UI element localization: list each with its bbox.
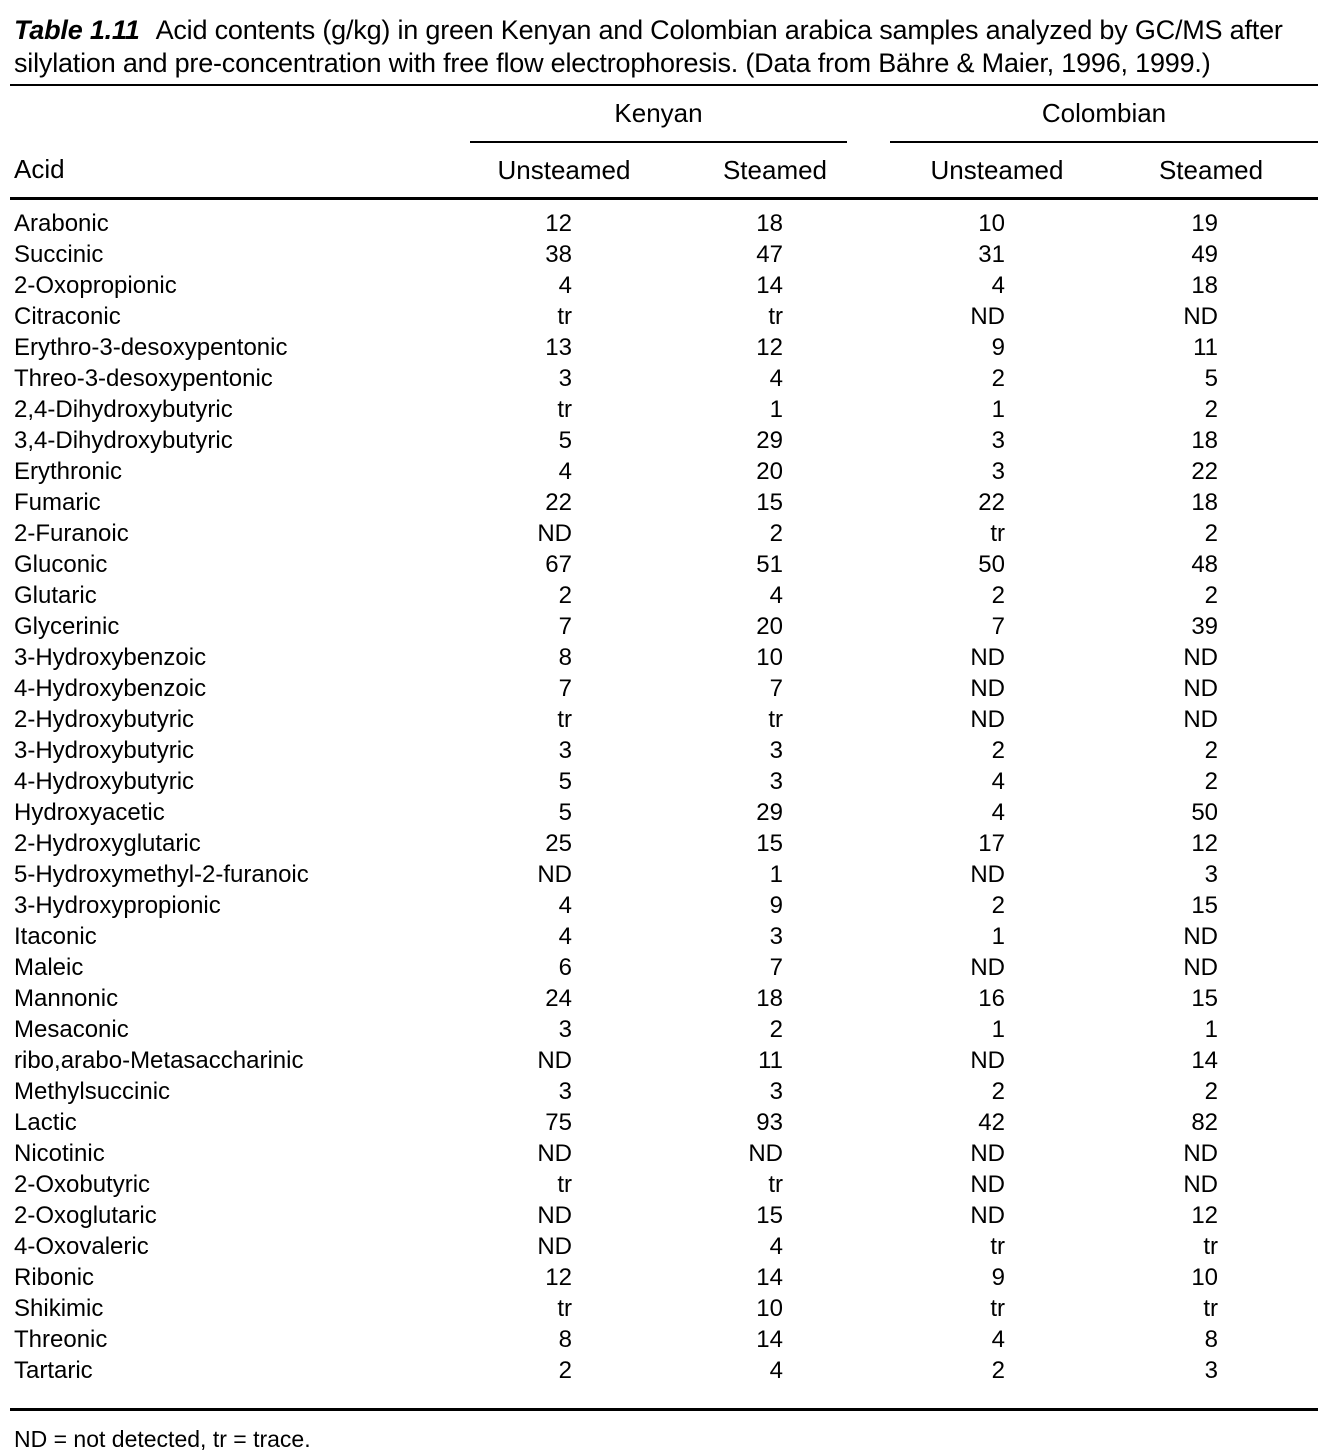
acid-value-cell: 15 — [756, 830, 783, 857]
acid-value-cell: 22 — [978, 489, 1005, 516]
acid-value-cell: ND — [537, 1140, 572, 1167]
acid-value-cell: 2 — [1204, 582, 1219, 609]
column-header-kenyan-steamed: Steamed — [658, 142, 847, 199]
acid-value-cell: ND — [1183, 303, 1219, 330]
table-caption — [14, 14, 1325, 80]
acid-value-cell: 4 — [769, 1233, 783, 1260]
acid-value-cell: ND — [1183, 706, 1219, 733]
acid-value-cell: tr — [768, 706, 783, 733]
acid-value-cell: 93 — [756, 1109, 783, 1136]
acid-value-cell: 3 — [769, 768, 783, 795]
table-row — [10, 1231, 1318, 1262]
table-row — [10, 1262, 1318, 1293]
table-row — [10, 766, 1318, 797]
acid-value-cell: 9 — [991, 1264, 1005, 1291]
acid-value-cell: 4 — [658, 1355, 847, 1410]
acid-value-cell: 15 — [1191, 985, 1219, 1012]
acid-value-cell: 2 — [1204, 737, 1219, 764]
table-row — [10, 425, 1318, 456]
acid-value-cell: tr — [1203, 1295, 1219, 1322]
acid-name-cell: 2-Hydroxyglutaric — [14, 830, 201, 857]
acid-contents-table — [10, 84, 1318, 1411]
acid-value-cell: 25 — [545, 830, 572, 857]
acid-value-cell: 7 — [991, 613, 1005, 640]
table-row — [10, 199, 1318, 240]
acid-value-cell: 2 — [1204, 520, 1219, 547]
group-header-spacer — [10, 85, 470, 142]
gap-cell — [847, 199, 890, 240]
gap-cell — [847, 549, 890, 580]
acid-value-cell: 14 — [756, 1326, 783, 1353]
gap-cell — [847, 642, 890, 673]
acid-value-cell: 5 — [1204, 365, 1219, 392]
group-header-gap — [847, 85, 890, 142]
acid-value-cell: ND — [1183, 1140, 1219, 1167]
table-row — [10, 921, 1318, 952]
acid-value-cell: tr — [557, 706, 572, 733]
gap-cell — [847, 983, 890, 1014]
acid-value-cell: 22 — [545, 489, 572, 516]
gap-cell — [847, 487, 890, 518]
acid-value-cell: 18 — [1191, 427, 1219, 454]
acid-value-cell: 3 — [991, 427, 1005, 454]
acid-value-cell: ND — [970, 1171, 1005, 1198]
table-header — [10, 85, 1318, 199]
table-row — [10, 456, 1318, 487]
gap-cell — [847, 363, 890, 394]
table-footnote: ND = not detected, tr = trace. — [14, 1426, 311, 1452]
acid-value-cell: ND — [1183, 644, 1219, 671]
acid-value-cell: 82 — [1191, 1109, 1219, 1136]
gap-cell — [847, 518, 890, 549]
gap-cell — [847, 890, 890, 921]
acid-value-cell: 2 — [1204, 768, 1219, 795]
table-body — [10, 199, 1318, 1410]
table-row — [10, 828, 1318, 859]
table-row — [10, 549, 1318, 580]
acid-name-cell: 3-Hydroxypropionic — [14, 892, 221, 919]
acid-name-cell: Mannonic — [14, 985, 119, 1012]
acid-value-cell: 14 — [756, 272, 783, 299]
acid-name-cell: 5-Hydroxymethyl-2-furanoic — [14, 861, 309, 888]
acid-name-cell: Ribonic — [14, 1264, 95, 1291]
acid-value-cell: 5 — [558, 799, 572, 826]
acid-value-cell: 2 — [991, 737, 1005, 764]
acid-value-cell: 50 — [978, 551, 1005, 578]
acid-value-cell: 9 — [991, 334, 1005, 361]
table-row — [10, 1293, 1318, 1324]
acid-value-cell: 49 — [1191, 241, 1219, 268]
acid-name-cell: Fumaric — [14, 489, 101, 516]
acid-value-cell: 18 — [1191, 272, 1219, 299]
acid-value-cell: 1 — [1204, 1016, 1219, 1043]
acid-name-cell: Succinic — [14, 241, 104, 268]
gap-cell — [847, 859, 890, 890]
acid-name-cell: 4-Oxovaleric — [14, 1233, 149, 1260]
acid-value-cell: 20 — [756, 458, 783, 485]
acid-value-cell: 2 — [1204, 1078, 1219, 1105]
acid-value-cell: 3 — [558, 365, 572, 392]
gap-cell — [847, 766, 890, 797]
acid-value-cell: tr — [768, 303, 783, 330]
gap-cell — [847, 1138, 890, 1169]
acid-value-cell: 4 — [991, 799, 1005, 826]
acid-name-cell: 2-Oxoglutaric — [14, 1202, 157, 1229]
table-row — [10, 580, 1318, 611]
acid-value-cell: 3 — [991, 458, 1005, 485]
gap-cell — [847, 921, 890, 952]
acid-value-cell: 17 — [978, 830, 1005, 857]
gap-cell — [847, 1169, 890, 1200]
acid-value-cell: 10 — [756, 644, 783, 671]
table-row — [10, 270, 1318, 301]
acid-name-cell: Threonic — [14, 1326, 108, 1353]
acid-value-cell: 15 — [756, 489, 783, 516]
acid-value-cell: ND — [537, 1047, 572, 1074]
acid-value-cell: 2 — [890, 1355, 1104, 1410]
acid-value-cell: tr — [557, 396, 572, 423]
acid-value-cell: 12 — [545, 1264, 572, 1291]
acid-value-cell: 15 — [756, 1202, 783, 1229]
table-caption-label: Table 1.11 — [14, 15, 140, 45]
gap-cell — [847, 1014, 890, 1045]
gap-cell — [847, 828, 890, 859]
acid-value-cell: ND — [537, 1202, 572, 1229]
acid-value-cell: tr — [1203, 1233, 1219, 1260]
table-row — [10, 704, 1318, 735]
acid-value-cell: tr — [990, 520, 1005, 547]
acid-value-cell: 4 — [769, 582, 783, 609]
table-row — [10, 1045, 1318, 1076]
gap-cell — [847, 735, 890, 766]
table-row — [10, 952, 1318, 983]
acid-name-cell: Glutaric — [14, 582, 97, 609]
acid-value-cell: 3 — [769, 737, 783, 764]
acid-value-cell: 2 — [558, 582, 572, 609]
acid-name-cell: Glycerinic — [14, 613, 120, 640]
acid-value-cell: ND — [1183, 675, 1219, 702]
acid-value-cell: 1 — [991, 1016, 1005, 1043]
acid-value-cell: 7 — [769, 954, 783, 981]
gap-cell — [847, 1076, 890, 1107]
acid-value-cell: 2 — [991, 1078, 1005, 1105]
acid-value-cell: 10 — [978, 210, 1005, 237]
acid-value-cell: 67 — [545, 551, 572, 578]
acid-value-cell: ND — [1183, 1171, 1219, 1198]
gap-cell — [847, 1107, 890, 1138]
acid-value-cell: ND — [970, 644, 1005, 671]
table-row — [10, 735, 1318, 766]
column-header-colombian-steamed: Steamed — [1104, 142, 1318, 199]
gap-cell — [847, 673, 890, 704]
table-row — [10, 1138, 1318, 1169]
acid-name-cell: Itaconic — [14, 923, 97, 950]
acid-name-cell: Maleic — [14, 954, 84, 981]
group-header-colombian: Colombian — [890, 85, 1318, 142]
table-row — [10, 1355, 1318, 1410]
acid-value-cell: ND — [537, 861, 572, 888]
acid-value-cell: ND — [970, 861, 1005, 888]
acid-value-cell: 4 — [558, 458, 572, 485]
acid-value-cell: 2 — [991, 582, 1005, 609]
gap-cell — [847, 704, 890, 735]
acid-value-cell: 15 — [1191, 892, 1219, 919]
acid-value-cell: ND — [1183, 954, 1219, 981]
acid-value-cell: 48 — [1191, 551, 1219, 578]
acid-value-cell: 14 — [756, 1264, 783, 1291]
acid-value-cell: 12 — [1191, 1202, 1219, 1229]
table-caption-text: Acid contents (g/kg) in green Kenyan and Colombian arabica samples analyzed by GC/MS after silylation and pre-concentration with free flow electrophoresis. (Data from Bähre & Maier, 1996, 1999.) — [14, 15, 1283, 78]
gap-cell — [847, 239, 890, 270]
acid-name-cell: Methylsuccinic — [14, 1078, 171, 1105]
acid-value-cell: 4 — [769, 365, 783, 392]
acid-value-cell: 38 — [545, 241, 572, 268]
acid-value-cell: 3 — [558, 1016, 572, 1043]
acid-value-cell: 11 — [758, 1047, 783, 1074]
table-row — [10, 239, 1318, 270]
acid-value-cell: 3 — [1104, 1355, 1318, 1410]
acid-value-cell: 6 — [558, 954, 572, 981]
column-header-kenyan-unsteamed: Unsteamed — [470, 142, 658, 199]
acid-value-cell: 7 — [769, 675, 783, 702]
acid-value-cell: 3 — [1204, 861, 1219, 888]
acid-value-cell: 9 — [769, 892, 783, 919]
table-row — [10, 1076, 1318, 1107]
acid-name-cell: Erythro-3-desoxypentonic — [14, 334, 288, 361]
gap-cell — [847, 611, 890, 642]
table-row — [10, 1200, 1318, 1231]
acid-value-cell: 39 — [1191, 613, 1219, 640]
acid-value-cell: 4 — [558, 923, 572, 950]
gap-cell — [847, 1293, 890, 1324]
column-header-row — [10, 142, 1318, 199]
acid-value-cell: ND — [748, 1140, 783, 1167]
acid-value-cell: 4 — [991, 272, 1005, 299]
acid-value-cell: 7 — [558, 613, 572, 640]
acid-name-cell: Erythronic — [14, 458, 123, 485]
acid-value-cell: 31 — [978, 241, 1005, 268]
acid-name-cell: 3-Hydroxybenzoic — [14, 644, 207, 671]
acid-name-cell: Mesaconic — [14, 1016, 129, 1043]
gap-cell — [847, 394, 890, 425]
acid-name-cell: Nicotinic — [14, 1140, 105, 1167]
table-row — [10, 611, 1318, 642]
acid-value-cell: 29 — [756, 427, 783, 454]
acid-value-cell: ND — [970, 1047, 1005, 1074]
acid-value-cell: 12 — [1191, 830, 1219, 857]
acid-value-cell: 50 — [1191, 799, 1219, 826]
acid-value-cell: 42 — [978, 1109, 1005, 1136]
gap-cell — [847, 580, 890, 611]
acid-value-cell: ND — [1183, 923, 1219, 950]
gap-cell — [847, 1324, 890, 1355]
gap-cell — [847, 1231, 890, 1262]
acid-name-cell: Lactic — [14, 1109, 77, 1136]
acid-value-cell: 75 — [545, 1109, 572, 1136]
acid-name-cell: 3-Hydroxybutyric — [14, 737, 195, 764]
acid-value-cell: 3 — [558, 1078, 572, 1105]
gap-cell — [847, 301, 890, 332]
acid-name-cell: Hydroxyacetic — [14, 799, 165, 826]
gap-cell — [847, 1262, 890, 1293]
acid-name-cell: Gluconic — [14, 551, 108, 578]
gap-cell — [847, 1045, 890, 1076]
table-row — [10, 1014, 1318, 1045]
group-header-row — [10, 85, 1318, 142]
acid-value-cell: 19 — [1191, 210, 1219, 237]
acid-value-cell: 24 — [545, 985, 572, 1012]
acid-value-cell: 4 — [991, 1326, 1005, 1353]
acid-table-wrapper — [10, 84, 1318, 1411]
acid-value-cell: 4 — [558, 272, 572, 299]
acid-value-cell: 20 — [756, 613, 783, 640]
acid-value-cell: ND — [970, 954, 1005, 981]
acid-value-cell: 5 — [558, 427, 572, 454]
acid-value-cell: 5 — [558, 768, 572, 795]
acid-name-cell: 2-Furanoic — [14, 520, 129, 547]
acid-value-cell: ND — [970, 1202, 1005, 1229]
table-row — [10, 890, 1318, 921]
acid-value-cell: tr — [557, 303, 572, 330]
acid-value-cell: 1 — [991, 923, 1005, 950]
acid-name-cell: 4-Hydroxybenzoic — [14, 675, 207, 702]
acid-name-cell: ribo,arabo-Metasaccharinic — [14, 1047, 304, 1074]
acid-value-cell: 4 — [991, 768, 1005, 795]
acid-value-cell: tr — [557, 1171, 572, 1198]
acid-value-cell: ND — [970, 303, 1005, 330]
gap-cell — [847, 797, 890, 828]
acid-name-cell: 3,4-Dihydroxybutyric — [14, 427, 233, 454]
table-row — [10, 487, 1318, 518]
acid-value-cell: 2 — [991, 892, 1005, 919]
acid-value-cell: tr — [990, 1233, 1005, 1260]
acid-value-cell: 12 — [545, 210, 572, 237]
table-row — [10, 1107, 1318, 1138]
table-row — [10, 1169, 1318, 1200]
acid-value-cell: 16 — [978, 985, 1005, 1012]
acid-value-cell: 3 — [769, 1078, 783, 1105]
acid-value-cell: 3 — [558, 737, 572, 764]
acid-name-cell: Shikimic — [14, 1295, 104, 1322]
acid-value-cell: 2 — [1204, 396, 1219, 423]
gap-cell — [847, 425, 890, 456]
table-row — [10, 673, 1318, 704]
acid-value-cell: ND — [970, 706, 1005, 733]
acid-value-cell: tr — [990, 1295, 1005, 1322]
acid-value-cell: 8 — [558, 1326, 572, 1353]
acid-value-cell: 7 — [558, 675, 572, 702]
table-row — [10, 797, 1318, 828]
table-row — [10, 518, 1318, 549]
acid-value-cell: 13 — [545, 334, 572, 361]
gap-cell — [847, 332, 890, 363]
gap-cell — [847, 270, 890, 301]
acid-value-cell: 2 — [769, 1016, 783, 1043]
acid-value-cell: 22 — [1191, 458, 1219, 485]
acid-value-cell: 10 — [756, 1295, 783, 1322]
table-row — [10, 1324, 1318, 1355]
gap-cell — [847, 1355, 890, 1410]
table-row — [10, 363, 1318, 394]
table-row — [10, 859, 1318, 890]
acid-value-cell: 12 — [756, 334, 783, 361]
column-header-acid: Acid — [10, 142, 470, 199]
table-row — [10, 394, 1318, 425]
acid-value-cell: ND — [537, 520, 572, 547]
acid-value-cell: 18 — [756, 985, 783, 1012]
acid-value-cell: 2 — [769, 520, 783, 547]
column-header-colombian-unsteamed: Unsteamed — [890, 142, 1104, 199]
acid-value-cell: 18 — [756, 210, 783, 237]
acid-value-cell: 1 — [769, 396, 783, 423]
group-header-kenyan: Kenyan — [470, 85, 847, 142]
acid-value-cell: 1 — [769, 861, 783, 888]
gap-cell — [847, 952, 890, 983]
column-header-gap — [847, 142, 890, 199]
table-row — [10, 642, 1318, 673]
acid-name-cell: Threo-3-desoxypentonic — [14, 365, 273, 392]
acid-name-cell: Arabonic — [14, 210, 109, 237]
acid-name-cell: 2-Oxobutyric — [14, 1171, 151, 1198]
acid-value-cell: 29 — [756, 799, 783, 826]
acid-value-cell: 11 — [1193, 334, 1219, 361]
acid-value-cell: 4 — [558, 892, 572, 919]
table-row — [10, 983, 1318, 1014]
acid-name-cell: Tartaric — [10, 1355, 470, 1410]
acid-name-cell: 4-Hydroxybutyric — [14, 768, 195, 795]
acid-value-cell: 14 — [1191, 1047, 1219, 1074]
acid-value-cell: 18 — [1191, 489, 1219, 516]
acid-value-cell: tr — [557, 1295, 572, 1322]
acid-name-cell: 2-Oxopropionic — [14, 272, 177, 299]
acid-value-cell: 2 — [991, 365, 1005, 392]
acid-value-cell: tr — [768, 1171, 783, 1198]
table-row — [10, 301, 1318, 332]
acid-name-cell: 2-Hydroxybutyric — [14, 706, 195, 733]
acid-value-cell: ND — [970, 1140, 1005, 1167]
acid-value-cell: 3 — [769, 923, 783, 950]
acid-name-cell: 2,4-Dihydroxybutyric — [14, 396, 233, 423]
acid-value-cell: 8 — [1204, 1326, 1219, 1353]
gap-cell — [847, 456, 890, 487]
acid-value-cell: 10 — [1191, 1264, 1219, 1291]
acid-value-cell: 2 — [470, 1355, 658, 1410]
gap-cell — [847, 1200, 890, 1231]
acid-value-cell: 8 — [558, 644, 572, 671]
acid-value-cell: ND — [970, 675, 1005, 702]
acid-value-cell: 47 — [756, 241, 783, 268]
acid-name-cell: Citraconic — [14, 303, 121, 330]
acid-value-cell: 1 — [991, 396, 1005, 423]
table-row — [10, 332, 1318, 363]
acid-value-cell: 51 — [756, 551, 783, 578]
acid-value-cell: ND — [537, 1233, 572, 1260]
